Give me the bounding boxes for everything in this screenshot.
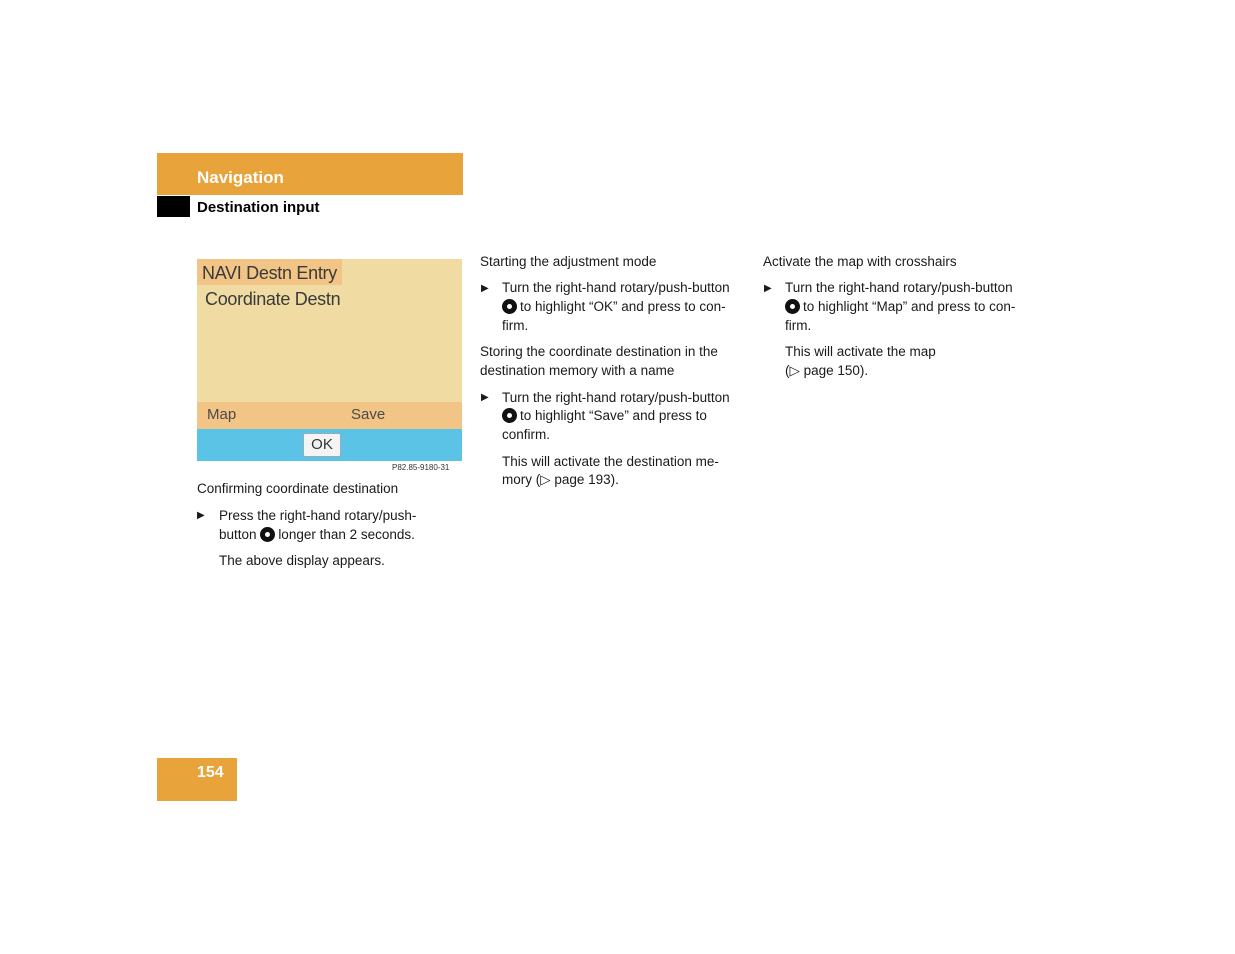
col3-result-line2: (▷ page 150). [785,363,869,378]
col1-step1-line2-post: longer than 2 seconds. [278,527,415,542]
bullet-icon: ▶ [481,392,489,403]
col3-step1-line3: firm. [785,318,812,333]
softkey-bar [197,402,462,429]
col2-step1-line3: firm. [502,318,529,333]
subsection-title: Destination input [197,199,320,216]
col2-step2-line2 [502,406,707,425]
rotary-push-button-icon [785,299,800,314]
display-title: NAVI Destn Entry [197,259,342,285]
page-number: 154 [197,764,224,781]
col3-result-line1: This will activate the map [785,344,936,359]
ok-button: OK [303,433,341,457]
col1-step1-line2 [219,525,415,544]
col2-heading2-line1: Storing the coordinate destination in the [480,344,718,359]
map-softkey: Map [207,406,237,423]
navi-display-illustration [197,259,462,461]
section-title: Navigation [197,168,284,187]
col2-step2-line3: confirm. [502,427,551,442]
col2-heading2-line2: destination memory with a name [480,363,675,378]
col3-step1-line2-text: to highlight “Map” and press to con- [803,299,1016,314]
col3-heading: Activate the map with crosshairs [763,254,957,269]
col1-result: The above display appears. [219,553,385,568]
col2-result-line1: This will activate the destination me- [502,454,719,469]
display-subtitle: Coordinate Destn [205,289,341,309]
col1-step1-line2-pre: button [219,527,257,542]
rotary-push-button-icon [502,299,517,314]
col2-step2-line1: Turn the right-hand rotary/push-button [502,390,730,405]
col2-heading: Starting the adjustment mode [480,254,657,269]
col1-heading: Confirming coordinate destination [197,481,399,496]
subsection-marker [157,196,190,217]
figure-code: P82.85-9180-31 [392,463,450,472]
col3-step1-line2 [785,297,1015,316]
col3-step1-line1: Turn the right-hand rotary/push-button [785,280,1013,295]
rotary-push-button-icon [260,527,275,542]
col1-step1-line1: Press the right-hand rotary/push- [219,508,417,523]
bullet-icon: ▶ [481,283,489,294]
save-softkey: Save [351,406,386,423]
bullet-icon: ▶ [197,510,205,521]
col2-step1-line1: Turn the right-hand rotary/push-button [502,280,730,295]
col2-step1-line2 [502,297,726,316]
col2-step2-line2-text: to highlight “Save” and press to [520,408,707,423]
bullet-icon: ▶ [764,283,772,294]
col2-result-line2: mory (▷ page 193). [502,472,619,487]
rotary-push-button-icon [502,408,517,423]
col2-step1-line2-text: to highlight “OK” and press to con- [520,299,726,314]
